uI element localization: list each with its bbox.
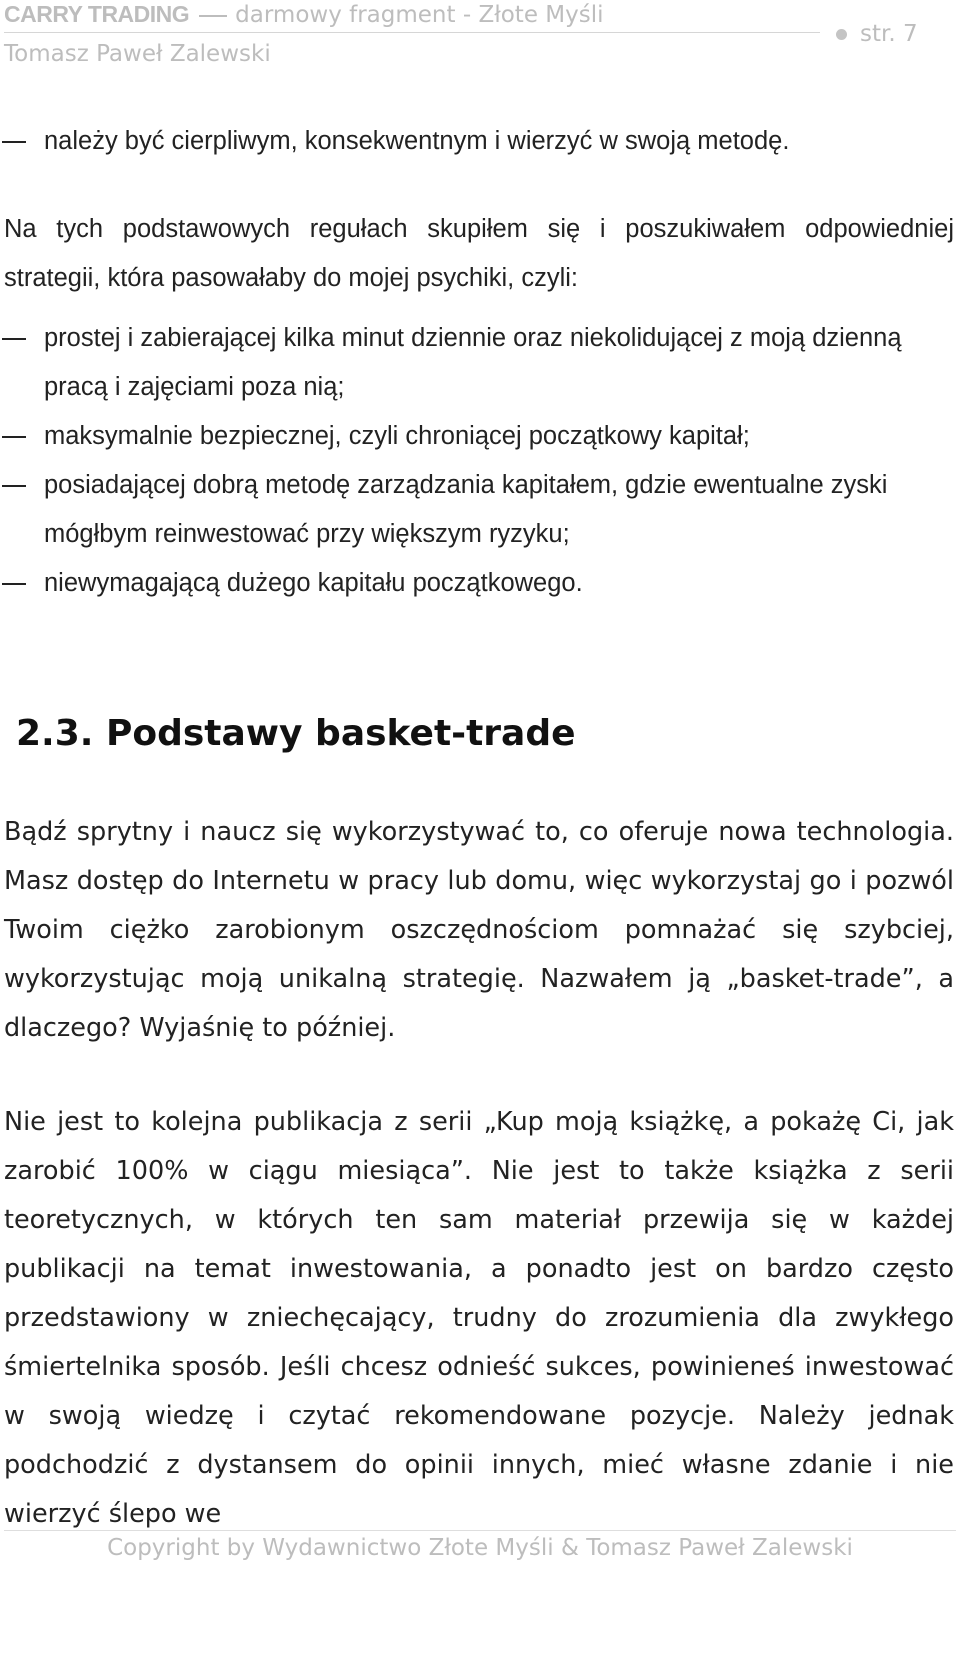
footer-rule (4, 1530, 956, 1531)
header-subtitle: darmowy fragment - Złote Myśli (235, 2, 604, 28)
body-paragraph-2: Nie jest to kolejna publikacja z serii „Kup moją książkę, a pokażę Ci, jak zarobić 100% w ciągu miesiąca”. Nie jest to także książka z serii teoretycznych, w których ten sam materiał przewija się w każdej publikacji na temat inwestowania, a ponadto jest on bardzo często przedstawiony w zniechęcający, trudny do zrozumienia dla zwykłego śmiertelnika sposób. Jeśli chcesz odnieść sukces, powinieneś inwestować w swoją wiedzę i czytać rekomendowane pozycje. Należy jednak podchodzić z dystansem do opinii innych, mieć własne zdanie i nie wierzyć ślepo we (4, 1107, 954, 1529)
list-item: maksymalnie bezpiecznej, czyli chroniącej początkowy kapitał; (0, 412, 958, 461)
dash-bullet-icon (2, 583, 26, 585)
header-rule (4, 32, 820, 33)
list-item: posiadającej dobrą metodę zarządzania kapitałem, gdzie ewentualne zyski mógłbym reinwestować przy większym ryzyku; (0, 461, 958, 559)
running-header (4, 0, 604, 29)
header-author: Tomasz Paweł Zalewski (4, 41, 271, 67)
intro-paragraph: Na tych podstawowych regułach skupiłem się i poszukiwałem odpowiedniej strategii, która pasowałaby do mojej psychiki, czyli: (4, 215, 954, 292)
section-heading: 2.3. Podstawy basket-trade (16, 713, 576, 754)
list-item: niewymagającą dużego kapitału początkowego. (0, 559, 958, 608)
header-bullet-icon (836, 29, 847, 40)
dash-bullet-icon (2, 436, 26, 438)
list-item: należy być cierpliwym, konsekwentnym i wierzyć w swoją metodę. (0, 117, 958, 166)
dash-bullet-icon (2, 338, 26, 340)
book-title: CARRY TRADING (4, 1, 190, 27)
list-item: prostej i zabierającej kilka minut dziennie oraz niekolidującej z moją dzienną pracą i zajęciami poza nią; (0, 314, 958, 412)
page-number: str. 7 (860, 21, 918, 47)
footer-copyright: Copyright by Wydawnictwo Złote Myśli & Tomasz Paweł Zalewski (107, 1535, 853, 1561)
dash-bullet-icon (2, 141, 26, 143)
body-paragraph-1: Bądź sprytny i naucz się wykorzystywać to, co oferuje nowa technologia. Masz dostęp do Internetu w pracy lub domu, więc wykorzystaj go i pozwól Twoim ciężko zarobionym oszczędnościom pomnażać się szybciej, wykorzystując moją unikalną strategię. Nazwałem ją „basket-trade”, a dlaczego? Wyjaśnię to później. (4, 817, 954, 1043)
dash-bullet-icon (2, 485, 26, 487)
list-top (0, 117, 958, 166)
header-dash (199, 15, 227, 17)
criteria-list (0, 314, 958, 608)
